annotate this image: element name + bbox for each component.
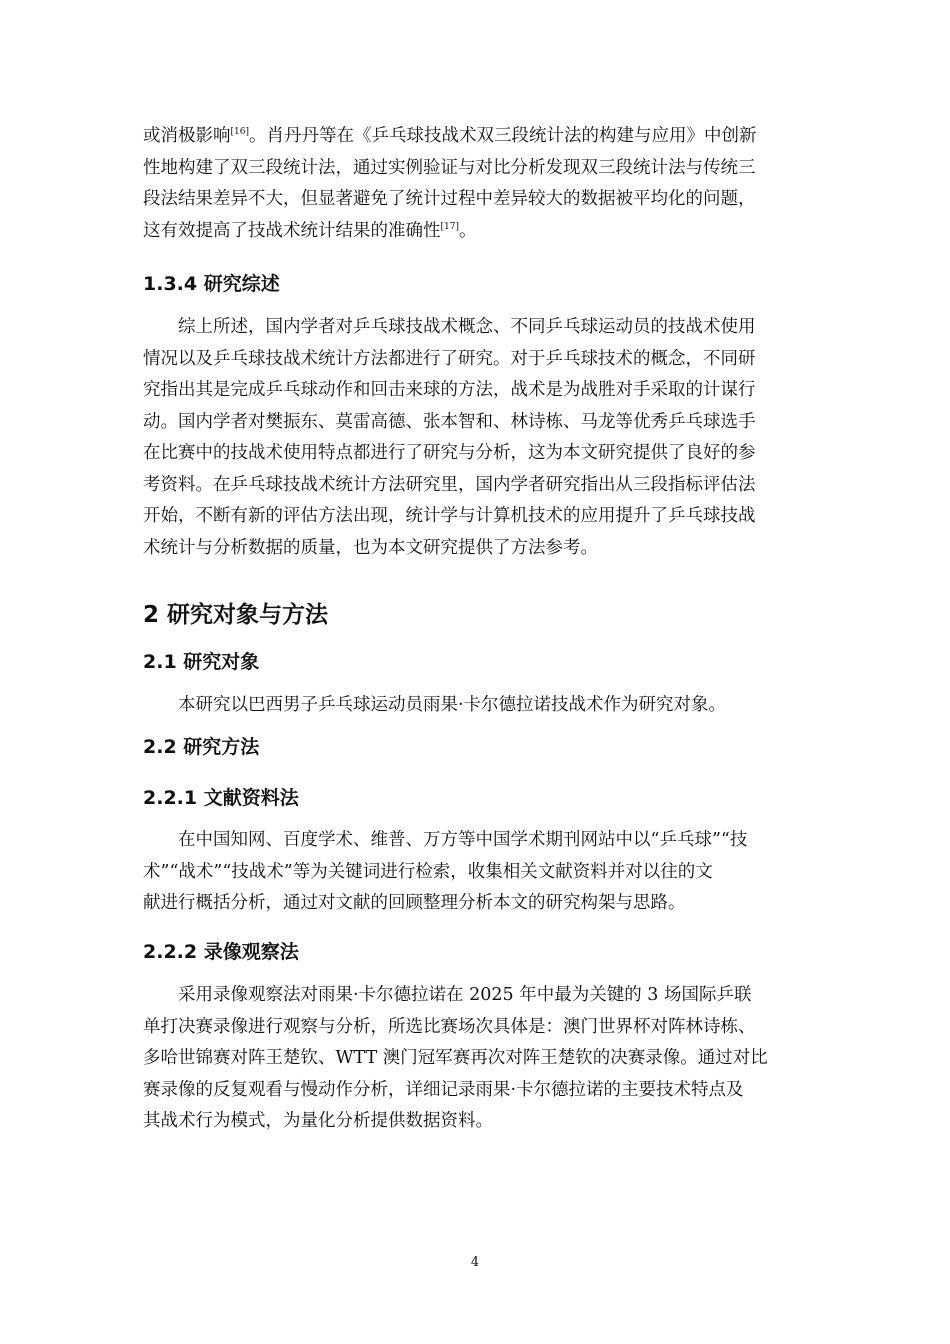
paragraph-continuation (143, 121, 813, 247)
text-line: 术”“战术”“技战术”等为关键词进行检索，收集相关文献资料并对以往的文 (143, 861, 713, 882)
text-line: 其战术行为模式，为量化分析提供数据资料。 (143, 1111, 493, 1131)
text-line: 究指出其是完成乒乓球动作和回击来球的方法，战术是为战胜对手采取的计谋行 (143, 380, 756, 400)
text-line: 这有效提高了技战术统计结果的准确性[17]。 (143, 220, 477, 241)
text-line: 或消极影响[16]。肖丹丹等在《乒乓球技战术双三段统计法的构建与应用》中创新 (143, 126, 757, 146)
text-line: 考资料。在乒乓球技战术统计方法研究里，国内学者研究指出从三段指标评估法 (143, 474, 756, 495)
citation-ref: [16] (230, 127, 249, 138)
text-line: 献进行概括分析，通过对文献的回顾整理分析本文的研究构架与思路。 (143, 893, 686, 913)
paragraph-object (143, 690, 813, 722)
section-heading-2-2-2: 2.2.2 录像观察法 (143, 941, 299, 963)
paragraph-literature (143, 825, 813, 920)
text-line: 开始，不断有新的评估方法出现，统计学与计算机技术的应用提升了乒乓球技战 (143, 506, 756, 526)
section-heading-2-1: 2.1 研究对象 (143, 651, 260, 673)
text-line: 多哈世锦赛对阵王楚钦、WTT 澳门冠军赛再次对阵王楚钦的决赛录像。通过对比 (143, 1048, 768, 1068)
paragraph-review (143, 312, 813, 564)
text-line: 术统计与分析数据的质量，也为本文研究提供了方法参考。 (143, 537, 598, 558)
text-line: 情况以及乒乓球技战术统计方法都进行了研究。对于乒乓球技术的概念，不同研 (143, 348, 756, 369)
text-line: 采用录像观察法对雨果·卡尔德拉诺在 2025 年中最为关键的 3 场国际乒联 (178, 985, 752, 1005)
chapter-heading-2: 2 研究对象与方法 (143, 602, 329, 628)
section-heading-2-2: 2.2 研究方法 (143, 736, 260, 758)
section-heading-2-2-1: 2.2.1 文献资料法 (143, 787, 299, 809)
paragraph-video (143, 980, 813, 1138)
text-line: 在比赛中的技战术使用特点都进行了研究与分析，这为本文研究提供了良好的参 (143, 443, 756, 463)
page-number: 4 (470, 1255, 480, 1270)
section-heading-1-3-4: 1.3.4 研究综述 (143, 273, 280, 295)
citation-ref: [17] (440, 221, 459, 232)
text-line: 单打决赛录像进行观察与分析，所选比赛场次具体是：澳门世界杯对阵林诗栋、 (143, 1016, 756, 1037)
text-line: 在中国知网、百度学术、维普、万方等中国学术期刊网站中以“乒乓球”“技 (178, 830, 748, 850)
text-line: 赛录像的反复观看与慢动作分析，详细记录雨果·卡尔德拉诺的主要技术特点及 (143, 1079, 744, 1100)
text-line: 段法结果差异不大，但显著避免了统计过程中差异较大的数据被平均化的问题， (143, 189, 756, 209)
text-line: 动。国内学者对樊振东、莫雷高德、张本智和、林诗栋、马龙等优秀乒乓球选手 (143, 411, 756, 432)
text-line: 本研究以巴西男子乒乓球运动员雨果·卡尔德拉诺技战术作为研究对象。 (178, 695, 727, 715)
text-line: 性地构建了双三段统计法，通过实例验证与对比分析发现双三段统计法与传统三 (143, 157, 756, 178)
text-line: 综上所述，国内学者对乒乓球技战术概念、不同乒乓球运动员的技战术使用 (178, 317, 756, 337)
